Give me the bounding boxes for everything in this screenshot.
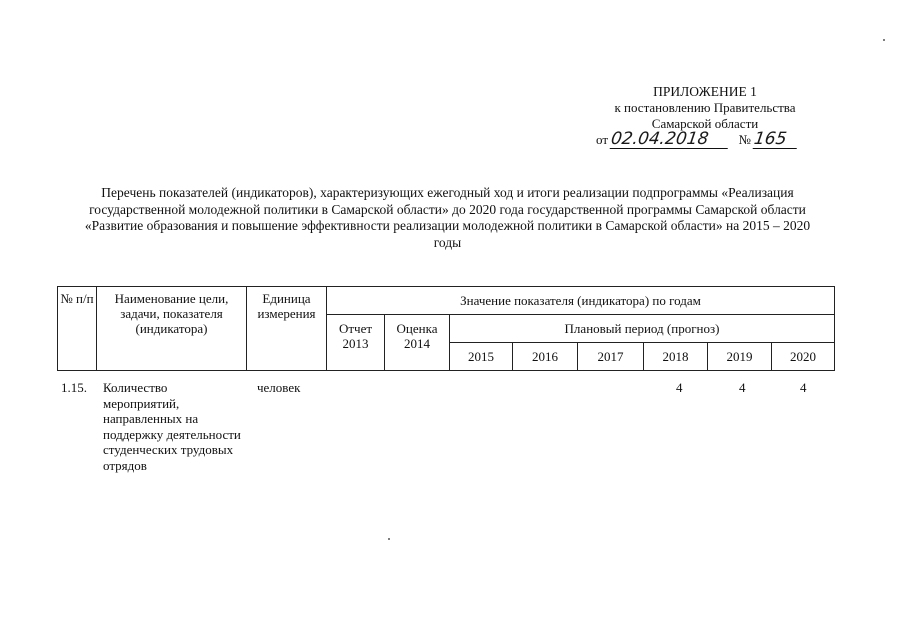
row-name: Количество мероприятий, направленных на поддержку деятельности студенческих трудовых отрядов bbox=[103, 380, 241, 473]
row-value-2018: 4 bbox=[676, 380, 683, 395]
date-prefix: от bbox=[596, 132, 609, 147]
number-prefix: № bbox=[738, 132, 751, 147]
row-value-2019: 4 bbox=[739, 380, 746, 395]
header-planned-period: Плановый период (прогноз) bbox=[450, 315, 835, 343]
header-year-2019: 2019 bbox=[708, 343, 772, 371]
scan-speck bbox=[883, 39, 885, 41]
handwritten-number: 165 bbox=[753, 130, 800, 149]
appendix-line-2: Самарской области bbox=[651, 116, 759, 131]
row-unit: человек bbox=[257, 380, 301, 395]
document-title: Перечень показателей (индикаторов), характеризующих ежегодный ход и итоги реализации подпрограммы «Реализация государственной молодежной политики в Самарской области» до 2020 года государственной программы Самарской области «Развитие образования и повышение эффективности реализации молодежной политики в Самарской области» на 2015 – 2020 годы bbox=[84, 185, 811, 250]
header-report-2013: Отчет 2013 bbox=[327, 315, 385, 371]
handwritten-date: 02.04.2018 bbox=[610, 130, 731, 149]
header-year-2016: 2016 bbox=[513, 343, 578, 371]
header-year-2020: 2020 bbox=[772, 343, 835, 371]
header-values-by-year: Значение показателя (индикатора) по годам bbox=[327, 287, 835, 315]
appendix-line-1: к постановлению Правительства bbox=[614, 100, 796, 115]
header-year-2018: 2018 bbox=[644, 343, 708, 371]
indicators-table-header bbox=[57, 286, 835, 371]
scan-speck bbox=[388, 538, 390, 540]
appendix-block bbox=[560, 84, 850, 132]
header-name: Наименование цели, задачи, показателя (индикатора) bbox=[97, 287, 247, 371]
appendix-title: ПРИЛОЖЕНИЕ 1 bbox=[653, 84, 757, 99]
header-year-2015: 2015 bbox=[450, 343, 513, 371]
header-unit: Единица измерения bbox=[247, 287, 327, 371]
decree-date-line bbox=[596, 130, 798, 154]
header-estimate-2014: Оценка 2014 bbox=[385, 315, 450, 371]
row-num: 1.15. bbox=[61, 380, 87, 395]
header-num: № п/п bbox=[58, 287, 97, 371]
header-year-2017: 2017 bbox=[578, 343, 644, 371]
row-value-2020: 4 bbox=[800, 380, 807, 395]
